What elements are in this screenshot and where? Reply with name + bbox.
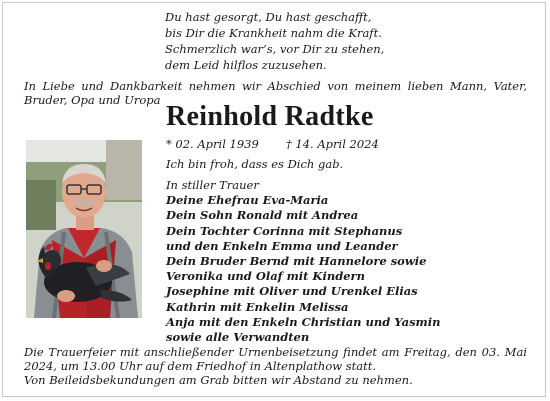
portrait-photo <box>26 140 142 318</box>
mourner-row: Dein Sohn Ronald mit Andrea <box>166 208 359 223</box>
poem-line: dem Leid hilflos zuzusehen. <box>165 58 327 72</box>
ceremony-info: Die Trauerfeier mit anschließender Urnenbeisetzung findet am Freitag, den 03. Mai 2024, um 13.00 Uhr auf dem Friedhof in Altenplathow statt. <box>24 345 527 373</box>
mourners-lead: In stiller Trauer <box>166 178 259 192</box>
poem-line: Du hast gesorgt, Du hast geschafft, <box>165 10 372 24</box>
footer-notice <box>24 345 527 387</box>
mourner-row: Kathrin mit Enkelin Melissa <box>166 299 349 314</box>
mourner-row: Dein Bruder Bernd mit Hannelore sowie <box>166 254 427 269</box>
intro-text: In Liebe und Dankbarkeit nehmen wir Abschied von meinem lieben Mann, Vater, Bruder, Opa und Uropa <box>24 79 527 107</box>
mourner-row: Veronika und Olaf mit Kindern <box>166 269 365 284</box>
deceased-name: Reinhold Radtke <box>166 101 374 132</box>
condolence-note: Von Beileidsbekundungen am Grab bitten wir Abstand zu nehmen. <box>24 373 413 387</box>
mourners-list <box>166 178 440 345</box>
birth-date: * 02. April 1939 <box>166 137 259 151</box>
death-date: † 14. April 2024 <box>286 137 379 151</box>
poem <box>165 9 384 73</box>
mourner-row: Deine Ehefrau Eva-Maria <box>166 193 329 208</box>
mourner-row: Josephine mit Oliver und Urenkel Elias <box>166 284 418 299</box>
poem-line: Schmerzlich war’s, vor Dir zu stehen, <box>165 42 385 56</box>
mourner-row: und den Enkeln Emma und Leander <box>166 238 398 253</box>
life-dates <box>166 137 426 151</box>
mourner-row: sowie alle Verwandten <box>166 330 310 345</box>
poem-line: bis Dir die Krankheit nahm die Kraft. <box>165 26 382 40</box>
mourner-row: Dein Tochter Corinna mit Stephanus <box>166 223 403 238</box>
mourner-row: Anja mit den Enkeln Christian und Yasmin <box>166 314 441 329</box>
quote: Ich bin froh, dass es Dich gab. <box>166 157 344 171</box>
